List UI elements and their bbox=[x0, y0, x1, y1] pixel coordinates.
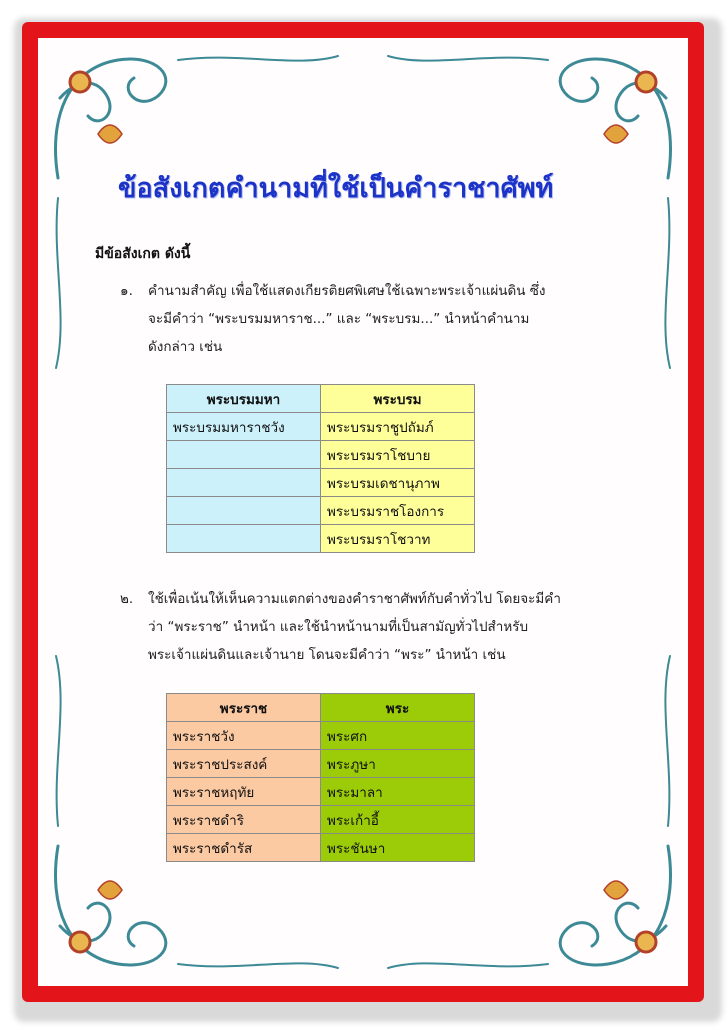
item-1-line: จะมีคำว่า “พระบรมมหาราช...” และ “พระบรม...” นำหน้าคำนาม bbox=[148, 311, 530, 327]
table-row bbox=[167, 441, 475, 469]
table-cell: พระศก bbox=[321, 722, 475, 750]
table-phra-rat bbox=[166, 693, 475, 862]
table-cell: พระมาลา bbox=[321, 778, 475, 806]
table-row bbox=[167, 778, 475, 806]
table-row bbox=[167, 834, 475, 862]
item-2-line: พระเจ้าแผ่นดินและเจ้านาย โดนจะมีคำว่า “พระ” นำหน้า เช่น bbox=[148, 647, 506, 663]
table-cell: พระบรมราโชวาท bbox=[321, 525, 475, 553]
item-2-line: ใช้เพื่อเน้นให้เห็นความแตกต่างของคำราชาศัพท์กับคำทั่วไป โดยจะมีคำ bbox=[148, 591, 561, 607]
item-2-number: ๒. bbox=[120, 591, 134, 607]
table-cell: พระบรมราโชบาย bbox=[321, 441, 475, 469]
table-cell: พระราชดำรัส bbox=[167, 834, 321, 862]
table-cell: พระราชประสงค์ bbox=[167, 750, 321, 778]
table-cell: พระภูษา bbox=[321, 750, 475, 778]
table-header: พระบรมมหา bbox=[167, 385, 321, 413]
item-1-line: คำนามสำคัญ เพื่อใช้แสดงเกียรติยศพิเศษใช้เฉพาะพระเจ้าแผ่นดิน ซึ่ง bbox=[148, 283, 546, 299]
table-cell: พระราชวัง bbox=[167, 722, 321, 750]
table-row bbox=[167, 750, 475, 778]
page-title: ข้อสังเกตคำนามที่ใช้เป็นคำราชาศัพท์ bbox=[118, 173, 554, 204]
table-cell: พระเก้าอี้ bbox=[321, 806, 475, 834]
table-cell: พระราชดำริ bbox=[167, 806, 321, 834]
table-cell bbox=[167, 469, 321, 497]
table-header-row bbox=[167, 694, 475, 722]
table-row bbox=[167, 497, 475, 525]
table-cell: พระบรมมหาราชวัง bbox=[167, 413, 321, 441]
table-cell bbox=[167, 525, 321, 553]
table-cell: พระบรมเดชานุภาพ bbox=[321, 469, 475, 497]
table-phra-borom bbox=[166, 384, 475, 553]
item-1-line: ดังกล่าว เช่น bbox=[148, 339, 223, 355]
table-cell: พระราชหฤทัย bbox=[167, 778, 321, 806]
table-cell: พระบรมราชูปถัมภ์ bbox=[321, 413, 475, 441]
table-header: พระราช bbox=[167, 694, 321, 722]
table-cell: พระบรมราชโองการ bbox=[321, 497, 475, 525]
table-header: พระบรม bbox=[321, 385, 475, 413]
table-cell: พระชันษา bbox=[321, 834, 475, 862]
table-header-row bbox=[167, 385, 475, 413]
table-row bbox=[167, 413, 475, 441]
table-row bbox=[167, 806, 475, 834]
item-1-number: ๑. bbox=[120, 283, 133, 299]
item-2-line: ว่า “พระราช” นำหน้า และใช้นำหน้านามที่เป็นสามัญทั่วไปสำหรับ bbox=[148, 619, 529, 635]
table-row bbox=[167, 722, 475, 750]
subheading: มีข้อสังเกต ดังนี้ bbox=[95, 246, 191, 262]
table-row bbox=[167, 525, 475, 553]
table-cell bbox=[167, 497, 321, 525]
table-row bbox=[167, 469, 475, 497]
table-cell bbox=[167, 441, 321, 469]
table-header: พระ bbox=[321, 694, 475, 722]
